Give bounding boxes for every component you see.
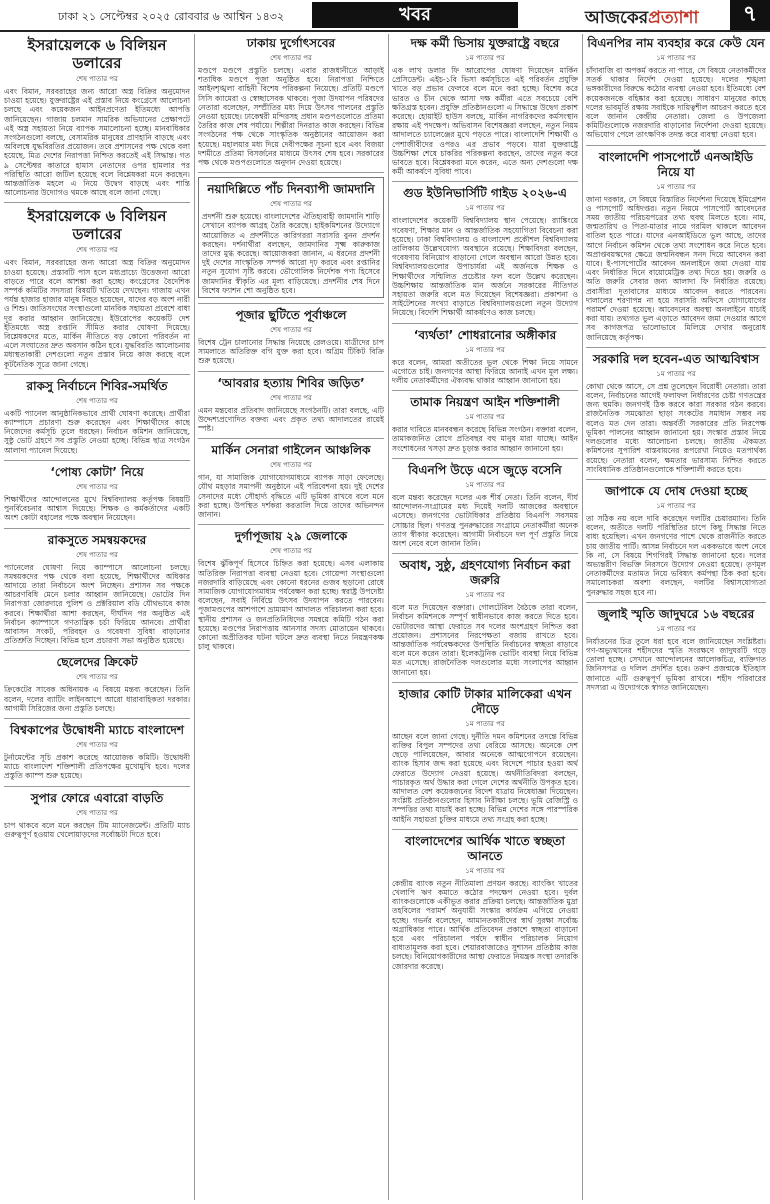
article-body: ক্রিকেটের সাবেক অধিনায়ক এ বিষয়ে মন্তব্য করেছেন। তিনি বলেন, দলের ব্যাটিং লাইনআপে আরো ধারাবাহিকতা দরকার। আগামী সিরিজের জন্য প্রস্তুতি চলছে। [4,685,190,713]
divider [198,303,384,304]
continuation-note: ১ম পাতার পর [465,480,505,489]
article-body: প্যানেলের ঘোষণা নিয়ে ক্যাম্পাসে আলোচনা চলছে। সমন্বয়কদের পক্ষ থেকে বলা হয়েছে, শিক্ষার্থীদের অধিকার আদায়ে তারা নির্বাচনে অংশ নিচ্ছেন। প্রশাসন সব পক্ষকে আচরণবিধি মেনে চলার আহ্বান জানিয়েছে। ভোটের দিন নিরাপত্তা জোরদারে পুলিশ ও প্রক্টরিয়াল বডি যৌথভাবে কাজ করবে। শিক্ষার্থীরা আশা করছেন, দীর্ঘদিন পর অনুষ্ঠিত এই নির্বাচন ক্যাম্পাসে গণতান্ত্রিক চর্চা ফিরিয়ে আনবে। প্রার্থীরা আবাসন সংকট, পরিবহন ও গবেষণা সুবিধা বাড়ানোর প্রতিশ্রুতি দিচ্ছেন। বিভিন্ন হলে প্রচারণা সভা অনুষ্ঠিত হয়েছে। [4,562,190,646]
divider [392,553,578,554]
continuation-note: শেষ পাতার পর [76,550,118,559]
continuation-note: শেষ পাতার পর [76,808,118,817]
headline: রাকসু নির্বাচনে শিবির-সমর্থিত [26,378,168,393]
article-body: কেন্দ্রীয় ব্যাংক নতুন নীতিমালা প্রণয়ন করছে। ব্যাংকিং খাতের খেলাপি ঋণ কমাতে কঠোর পদক্ষেপ নেওয়া হবে। দুর্বল ব্যাংকগুলোকে একীভূত করার প্রক্রিয়া চলছে। আন্তর্জাতিক মুদ্রা তহবিলের পরামর্শ অনুযায়ী সংস্কার কার্যক্রম এগিয়ে নেওয়া হচ্ছে। গভর্নর বলেছেন, আমানতকারীদের স্বার্থ সুরক্ষা সর্বোচ্চ অগ্রাধিকার পাবে। আর্থিক প্রতিবেদন প্রকাশে স্বচ্ছতা বাড়ানো হবে এবং পরিচালনা পর্ষদে স্বাধীন পরিচালক নিয়োগ বাধ্যতামূলক করা হবে। শেয়ারবাজারেও সুশাসন প্রতিষ্ঠায় কাজ চলছে। বিনিয়োগকারীদের আস্থা ফেরাতে নিয়ন্ত্রক সংস্থা তদারকি জোরদার করেছে। [392,878,578,971]
divider [4,718,190,719]
article-cricket [4,655,190,713]
headline: রাকসুতে সমন্বয়কদের [47,532,147,547]
article-july-museum [586,607,766,692]
headline: গুড ইউনিভার্সিটি গাইড ২০২৬-এ [403,186,567,201]
article-body: চাপ থাকবে বলে মনে করছেন টিম ম্যানেজমেন্ট। প্রতিটি ম্যাচ গুরুত্বপূর্ণ হওয়ায় খেলোয়াড়দের সর্বোচ্চটা দিতে হবে। [4,820,190,839]
continuation-note: শেষ পাতার পর [270,461,312,470]
continuation-note: ১ম পাতার পর [465,866,505,875]
column-divider [194,34,195,1200]
article-poshya-kota [4,465,190,523]
article-body: নির্যাতনের চিত্র তুলে ধরা হবে বলে জানিয়েছেন সংশ্লিষ্টরা। গণ-অভ্যুত্থানের শহীদদের স্মৃতি সংরক্ষণে জাদুঘরটি গড়ে তোলা হচ্ছে। সেখানে আন্দোলনের আলোকচিত্র, ব্যক্তিগত জিনিসপত্র ও দলিল প্রদর্শিত হবে। তরুণ প্রজন্মকে ইতিহাস জানাতে এটি গুরুত্বপূর্ণ ভূমিকা রাখবে। শহীদ পরিবারের সদস্যরা এ উদ্যোগকে স্বাগত জানিয়েছেন। [586,636,766,692]
article-puja-holiday [198,308,384,366]
continuation-note: শেষ পাতার পর [76,246,118,255]
continuation-note: ১ম পাতার পর [465,413,505,422]
divider [198,524,384,525]
continuation-note: ১ম পাতার পর [656,501,696,510]
article-us-army [198,443,384,519]
headline: হাজার কোটি টাকার মালিকেরা এখন দৌড়ে [398,686,572,716]
continuation-note: শেষ পাতার পর [270,393,312,402]
logo-word-accent: প্রত্যাশা [648,8,699,28]
headline: ‘পোষ্য কোটা’ নিয়ে [50,464,144,479]
article-body: আছেন বলে জানা গেছে। দুর্নীতি দমন কমিশনের তদন্তে বিভিন্ন ব্যক্তির বিপুল সম্পদের তথ্য বেরিয়ে আসছে। অনেকে দেশ ছেড়ে পালিয়েছেন, আবার অনেকে আত্মগোপনে রয়েছেন। ব্যাংক হিসাব জব্দ করা হয়েছে এবং বিদেশে পাচার হওয়া অর্থ ফেরাতে উদ্যোগ নেওয়া হয়েছে। অর্থনীতিবিদরা বলছেন, পাচারকৃত অর্থ উদ্ধার করা গেলে দেশের অর্থনীতি উপকৃত হবে। আদালত বেশ কয়েকজনের বিদেশ যাত্রায় নিষেধাজ্ঞা দিয়েছেন। সংশ্লিষ্ট প্রতিষ্ঠানগুলোর হিসাব নিরীক্ষা চলছে। ভূমি রেজিস্ট্রি ও সম্পত্তির তথ্য যাচাই করা হচ্ছে। বিভিন্ন দেশের সঙ্গে পারস্পরিক আইনি সহায়তা চুক্তির মাধ্যমে তথ্য সংগ্রহ করা হচ্ছে। [392,731,578,824]
continuation-note: শেষ পাতার পর [270,54,312,62]
article-body: মণ্ডপে মণ্ডপে প্রস্তুতি চলছে। এবার রাজধানীতে আড়াই শতাধিক মণ্ডপে পূজা অনুষ্ঠিত হবে। নিরাপত্তা নিশ্চিতে আইনশৃঙ্খলা বাহিনী বিশেষ পরিকল্পনা নিয়েছে। প্রতিটি মণ্ডপে সিসি ক্যামেরা ও স্বেচ্ছাসেবক থাকবে। পূজা উদযাপন পরিষদের নেতারা বলেছেন, সম্প্রীতির মধ্য দিয়ে উৎসব পালনের প্রস্তুতি নেওয়া হয়েছে। ঢাকেশ্বরী মন্দিরসহ প্রধান মণ্ডপগুলোতে প্রতিমা তৈরির কাজ শেষ পর্যায়ে। শিল্পীরা দিনরাত কাজ করছেন। বিভিন্ন সংগঠনের পক্ষ থেকে সাংস্কৃতিক অনুষ্ঠানের আয়োজন করা হয়েছে। মহালয়ার মধ্য দিয়ে দেবীপক্ষের সূচনা হবে এবং বিজয়া দশমীতে প্রতিমা বিসর্জনের মাধ্যমে উৎসব শেষ হবে। সরকারের পক্ষ থেকে মণ্ডপগুলোতে অনুদান দেওয়া হয়েছে। [198,66,384,168]
article-body: বিশেষ ট্রেন চালানোর সিদ্ধান্ত নিয়েছে রেলওয়ে। যাত্রীদের চাপ সামলাতে অতিরিক্ত বগি যুক্ত করা হবে। অগ্রিম টিকিট বিক্রি শুরু হয়েছে। [198,338,384,366]
continuation-note: ১ম পাতার পর [656,369,696,378]
article-bnp-name [586,36,766,140]
article-body: প্রদর্শনী শুরু হয়েছে। বাংলাদেশের ঐতিহ্যবাহী জামদানি শাড়ি সেখানে ব্যাপক আগ্রহ তৈরি করেছে। হাইকমিশনের উদ্যোগে আয়োজিত এ প্রদর্শনীতে কারিগররা সরাসরি বুনন প্রদর্শন করছেন। দর্শনার্থীরা বলছেন, জামদানির সূক্ষ্ম কারুকাজ তাদের মুগ্ধ করেছে। আয়োজকরা জানান, এ ধরনের প্রদর্শনী দুই দেশের সাংস্কৃতিক সম্পর্ক আরো দৃঢ় করবে এবং রপ্তানির নতুন সুযোগ সৃষ্টি করবে। ভৌগোলিক নির্দেশক পণ্য হিসেবে জামদানির স্বীকৃতি এর মূল্য বাড়িয়েছে। প্রদর্শনীর শেষ দিনে বিশেষ ফ্যাশন শো অনুষ্ঠিত হবে। [202,212,380,295]
article-jamdani [198,177,384,298]
divider [4,374,190,375]
column-3 [392,34,578,1200]
continuation-note: শেষ পাতার পর [270,200,312,209]
headline: বাংলাদেশের আর্থিক খাতে স্বচ্ছতা আনতে [405,833,565,863]
article-body: বিশেষ ঝুঁকিপূর্ণ হিসেবে চিহ্নিত করা হয়েছে। এসব এলাকায় অতিরিক্ত নিরাপত্তা ব্যবস্থা নেওয়া হবে। গোয়েন্দা সংস্থাগুলো নজরদারি বাড়িয়েছে এবং কোনো ধরনের গুজব ছড়ানো রোধে সামাজিক যোগাযোগমাধ্যম পর্যবেক্ষণ করা হচ্ছে। স্বরাষ্ট্র উপদেষ্টা বলেছেন, সবাই নির্বিঘ্নে উৎসব উদযাপন করতে পারবেন। পূজামণ্ডপের আশপাশে ভ্রাম্যমাণ আদালত পরিচালনা করা হবে। স্থানীয় প্রশাসন ও জনপ্রতিনিধিদের সমন্বয়ে কমিটি গঠন করা হয়েছে। মণ্ডপের নিরাপত্তায় আনসার সদস্য মোতায়েন থাকবে। কোনো অপ্রীতিকর ঘটনা ঘটলে দ্রুত ব্যবস্থা নিতে নিয়ন্ত্রণকক্ষ চালু থাকবে। [198,559,384,652]
article-failure [392,328,578,386]
article-abrar [198,376,384,434]
column-1 [4,34,190,1200]
article-israel-2 [4,207,190,368]
article-durga-dhaka [198,36,384,167]
headline: পূজার ছুটিতে পূর্বাঞ্চলে [235,308,347,323]
article-world-cup [4,723,190,781]
continuation-note: ১ম পাতার পর [465,591,505,600]
continuation-note: ১ম পাতার পর [656,54,696,62]
headline: ইসরায়েলকে ৬ বিলিয়ন ডলারের [27,36,167,72]
article-body: করে বলেন, আমরা অতীতের ভুল থেকে শিক্ষা নিয়ে সামনে এগোতে চাই। জনগণের আস্থা ফিরিয়ে আনাই এখন মূল লক্ষ্য। দলীয় নেতাকর্মীদের ঐক্যবদ্ধ থাকার আহ্বান জানানো হয়। [392,357,578,386]
article-body: বলে মন্তব্য করেছেন দলের এক শীর্ষ নেতা। তিনি বলেন, দীর্ঘ আন্দোলন-সংগ্রামের মধ্য দিয়েই দলটি আজকের অবস্থানে এসেছে। জনগণের ভোটাধিকার প্রতিষ্ঠায় বিএনপি সবসময় সোচ্চার ছিল। গণতন্ত্র পুনরুদ্ধারের সংগ্রামে নেতাকর্মীরা অনেক ত্যাগ স্বীকার করেছেন। আগামী নির্বাচনে দল পূর্ণ প্রস্তুতি নিয়ে অংশ নেবে বলে জানান তিনি। [392,492,578,548]
headline: জুলাই স্মৃতি জাদুঘরে ১৬ বছরের [597,606,755,621]
article-body: করার দাবিতে মানববন্ধন করেছে বিভিন্ন সংগঠন। বক্তারা বলেন, তামাকজনিত রোগে প্রতিবছর বহু মানুষ মারা যাচ্ছে। আইন সংশোধনের খসড়া দ্রুত চূড়ান্ত করার আহ্বান জানানো হয়। [392,425,578,453]
newspaper-logo [585,5,698,33]
column-4 [586,34,766,1200]
divider [586,479,766,480]
divider [392,181,578,182]
continuation-note: ১ম পাতার পর [656,624,696,633]
column-divider [582,34,583,1200]
headline: বিশ্বকাপের উদ্বোধনী ম্যাচে বাংলাদেশ [10,722,184,737]
headline: বিএনপি উড়ে এসে জুড়ে বসেনি [408,462,562,477]
article-body: বলে মত দিয়েছেন বক্তারা। গোলটেবিল বৈঠকে তারা বলেন, নির্বাচন কমিশনকে সম্পূর্ণ স্বাধীনভাবে কাজ করতে দিতে হবে। ভোটারদের আস্থা ফেরাতে সব দলের অংশগ্রহণ নিশ্চিত করা প্রয়োজন। প্রশাসনের নিরপেক্ষতা বজায় রাখতে হবে। আন্তর্জাতিক পর্যবেক্ষকদের উপস্থিতি নির্বাচনের স্বচ্ছতা বাড়াবে বলে মনে করেন তারা। ইলেকট্রনিক ভোটিং ব্যবস্থা নিয়ে বিভিন্ন মত এসেছে। রাজনৈতিক দলগুলোর মধ্যে সংলাপের আহ্বান জানানো হয়। [392,603,578,677]
headline: ছেলেদের ক্রিকেট [56,655,138,670]
divider [392,323,578,324]
continuation-note: শেষ পাতার পর [76,396,118,405]
divider [198,172,384,173]
article-bnp-fly [392,463,578,548]
continuation-note: শেষ পাতার পর [270,326,312,335]
article-crorepati [392,687,578,824]
article-skilled-workers [392,36,578,176]
article-fair-election [392,558,578,677]
continuation-note: ১ম পাতার পর [656,182,696,191]
article-body: কোথা থেকে আসে, সে প্রশ্ন তুলেছেন বিরোধী নেতারা। তারা বলেন, নির্বাচনের আগেই ফলাফল নির্ধারণের চেষ্টা গণতন্ত্রের জন্য হুমকি। জনগণই ঠিক করবে কারা সরকার গঠন করবে। রাজনৈতিক সমঝোতা ছাড়া সংকটের সমাধান সম্ভব নয় বলেও মত দেন তারা। অন্তর্বর্তী সরকারের প্রতি নিরপেক্ষ ভূমিকা পালনের আহ্বান জানানো হয়। সংস্কার প্রস্তাব নিয়ে দলগুলোর মধ্যে আলোচনা চলছে। জাতীয় ঐকমত্য কমিশনের সুপারিশ বাস্তবায়নের রূপরেখা নিয়েও মতপার্থক্য রয়েছে। নেতারা বলেন, ক্ষমতার ভারসাম্য নিশ্চিত করতে সাংবিধানিক প্রতিষ্ঠানগুলোকে শক্তিশালী করতে হবে। [586,381,766,474]
headline: দক্ষ কর্মী ভিসায় যুক্তরাষ্ট্রে বছরে [410,36,560,50]
headline: বিএনপির নাম ব্যবহার করে কেউ যেন [587,36,765,50]
divider [392,829,578,830]
article-raksu [4,379,190,455]
article-israel-1 [4,36,190,197]
divider [586,347,766,348]
section-title: খবর [312,2,518,28]
divider [586,602,766,603]
article-body: চাঁদাবাজি বা অপকর্ম করতে না পারে, সে বিষয়ে নেতাকর্মীদের সতর্ক থাকার নির্দেশ দেওয়া হয়েছে। দলের শৃঙ্খলা ভঙ্গকারীদের বিরুদ্ধে কঠোর ব্যবস্থা নেওয়া হবে। ইতিমধ্যে বেশ কয়েকজনকে বহিষ্কার করা হয়েছে। সাধারণ মানুষের কাছে দলের ভাবমূর্তি রক্ষায় সবাইকে দায়িত্বশীল আচরণ করতে হবে বলে জানান কেন্দ্রীয় নেতারা। জেলা ও উপজেলা কমিটিগুলোকে নজরদারি বাড়ানোর নির্দেশনা দেওয়া হয়েছে। অভিযোগ পেলে তাৎক্ষণিক তদন্ত করে ব্যবস্থা নেওয়া হবে। [586,66,766,140]
article-body: এবং বিমান, সরবরাহের জন্য আরো অস্ত্র বিক্রির অনুমোদন চাওয়া হয়েছে। যুক্তরাষ্ট্রের এই প্রস্তাব নিয়ে কংগ্রেসে আলোচনা চলছে এবং কয়েকজন আইনপ্রণেতা ইতিমধ্যে আপত্তি জানিয়েছেন। গাজায় চলমান সামরিক অভিযানের প্রেক্ষাপটে এই অস্ত্র সহায়তা নিয়ে ব্যাপক সমালোচনা হচ্ছে। মানবাধিকার সংগঠনগুলো বলছে, বেসামরিক মানুষের প্রাণহানি বাড়ছে এবং অবিলম্বে যুদ্ধবিরতির প্রয়োজন। তবে প্রশাসনের পক্ষ থেকে বলা হয়েছে, মিত্র দেশের নিরাপত্তা নিশ্চিত করতেই এই সিদ্ধান্ত। গত ৯ সেপ্টেম্বর কাতারে হামাস নেতাদের ওপর হামলার পর পরিস্থিতি আরো জটিল হয়েছে বলে বিশ্লেষকরা মনে করছেন। আন্তর্জাতিক মহলে এ নিয়ে উদ্বেগ বাড়ছে এবং শান্তি আলোচনার উদ্যোগও থমকে আছে বলে জানা গেছে। [4,87,190,198]
continuation-note: শেষ পাতার পর [76,673,118,682]
continuation-note: শেষ পাতার পর [270,547,312,556]
headline: জাপাকে যে দোষ দেওয়া হচ্ছে [605,483,747,498]
headline: ‘ব্যর্থতা’ শোধরানোর অঙ্গীকার [413,327,557,342]
divider [586,145,766,146]
page-number: ৭ [730,0,770,30]
article-tobacco [392,395,578,453]
article-body: একটি প্যানেল আনুষ্ঠানিকভাবে প্রার্থী ঘোষণা করেছে। প্রার্থীরা ক্যাম্পাসে প্রচারণা শুরু করেছেন এবং শিক্ষার্থীদের কাছে নিজেদের কর্মসূচি তুলে ধরছেন। নির্বাচন কমিশন জানিয়েছে, সুষ্ঠু ভোট গ্রহণে সব প্রস্তুতি নেওয়া হচ্ছে। বিভিন্ন ছাত্র সংগঠন আলাদা প্যানেল দিয়েছে। [4,408,190,455]
divider [4,202,190,203]
headline: ইসরায়েলকে ৬ বিলিয়ন ডলারের [27,207,167,244]
article-body: তা সঠিক নয় বলে দাবি করেছেন দলটির চেয়ারম্যান। তিনি বলেন, অতীতে দলটি পরিস্থিতির চাপে কিছু সিদ্ধান্ত নিতে বাধ্য হয়েছিল। এখন জনগণের পাশে থেকে রাজনীতি করতে চায় জাতীয় পার্টি। আসন্ন নির্বাচনে দল এককভাবে অংশ নেবে কি না, সে বিষয়ে শিগগিরই সিদ্ধান্ত জানানো হবে। দলের অভ্যন্তরীণ বিভক্তি নিরসনে উদ্যোগ নেওয়া হয়েছে। তৃণমূল নেতাকর্মীদের মতামত নিয়ে ভবিষ্যৎ কর্মপন্থা ঠিক করা হবে। সমালোচকরা অবশ্য বলছেন, দলটির বিশ্বাসযোগ্যতা পুনরুদ্ধার সহজ হবে না। [586,513,766,597]
divider [392,458,578,459]
continuation-note: ১ম পাতার পর [465,345,505,354]
divider [4,460,190,461]
article-body: এবং বিমান, সরবরাহের জন্য আরো অস্ত্র বিক্রির অনুমোদন চাওয়া হয়েছে। প্রস্তাবটি পাস হলে মধ্যপ্রাচ্যে উত্তেজনা আরো বাড়তে পারে বলে আশঙ্কা করা হচ্ছে। কংগ্রেসের বৈদেশিক সম্পর্ক কমিটির সদস্যরা বিষয়টি খতিয়ে দেখছেন। গাজায় এখন পর্যন্ত হাজার হাজার মানুষ নিহত হয়েছেন, যাদের বড় অংশ নারী ও শিশু। জাতিসংঘের সংস্থাগুলো মানবিক সহায়তা প্রবেশে বাধা দূর করার আহ্বান জানিয়েছে। ইউরোপের কয়েকটি দেশ ইতিমধ্যে অস্ত্র রপ্তানি সীমিত করার ঘোষণা দিয়েছে। বিশ্লেষকদের মতে, মার্কিন নীতিতে বড় কোনো পরিবর্তন না এলে সংঘাতের দ্রুত অবসান কঠিন হবে। যুদ্ধবিরতি আলোচনায় মধ্যস্থতাকারী দেশগুলো নতুন প্রস্তাব নিয়ে কাজ করছে বলে কূটনৈতিক সূত্রে জানা গেছে। [4,258,190,369]
headline: সরকারি দল হবেন-এত আত্মবিশ্বাস [592,351,760,366]
article-raksu-shomonnoy [4,533,190,646]
headline: ‘আবরার হত্যায় শিবির জড়িত’ [217,375,365,390]
continuation-note: ১ম পাতার পর [465,719,505,728]
headline: মার্কিন সেনারা গাইলেন আঞ্চলিক [211,443,371,458]
continuation-note: শেষ পাতার পর [76,482,118,491]
article-durga-29-districts [198,529,384,651]
article-economy [392,834,578,971]
divider [198,438,384,439]
continuation-note: ১ম পাতার পর [465,204,505,213]
article-good-university [392,186,578,317]
logo-word-plain: আজকের [585,8,649,28]
continuation-note: ১ম পাতার পর [465,54,505,62]
article-body: বাংলাদেশের কয়েকটি বিশ্ববিদ্যালয় স্থান পেয়েছে। র‍্যাঙ্কিংয়ে গবেষণা, শিক্ষার মান ও আন্তর্জাতিক সহযোগিতা বিবেচনা করা হয়েছে। ঢাকা বিশ্ববিদ্যালয় ও বাংলাদেশ প্রকৌশল বিশ্ববিদ্যালয় তালিকায় উল্লেখযোগ্য অবস্থানে রয়েছে। শিক্ষাবিদরা বলছেন, গবেষণায় বিনিয়োগ বাড়ানো গেলে অবস্থান আরো উন্নত হবে। বিশ্ববিদ্যালয়গুলোর উপাচার্যরা এই অর্জনকে শিক্ষক ও শিক্ষার্থীদের সম্মিলিত প্রচেষ্টার ফল বলে উল্লেখ করেছেন। উচ্চশিক্ষায় আন্তর্জাতিক মান অর্জনে সরকারের নীতিগত সহায়তা জরুরি বলে মত দিয়েছেন বিশেষজ্ঞরা। প্রকাশনা ও সাইটেশনের সংখ্যা বাড়াতে বিশ্ববিদ্যালয়গুলো নতুন উদ্যোগ নিয়েছে। বিদেশি শিক্ষার্থী আকর্ষণেও কাজ চলছে। [392,216,578,318]
article-super-four [4,791,190,839]
headline: ঢাকায় দুর্গোৎসবের [246,36,336,50]
continuation-note: শেষ পাতার পর [76,75,118,83]
date-line: ঢাকা ২১ সেপ্টেম্বর ২০২৫ রোববার ৬ আশ্বিন ১৪৩২ [58,10,285,23]
article-body: শিক্ষার্থীদের আন্দোলনের মুখে বিশ্ববিদ্যালয় কর্তৃপক্ষ বিষয়টি পুনর্বিবেচনার আশ্বাস দিয়েছে। শিক্ষক ও কর্মকর্তাদের একটি অংশ কোটা বহালের পক্ষে অবস্থান নিয়েছেন। [4,494,190,523]
article-passport [586,150,766,342]
headline: সুপার ফোরে এবারো বাড়তি [30,790,164,805]
divider [198,371,384,372]
headline: নয়াদিল্লিতে পাঁচ দিনব্যাপী জামদানি [207,182,375,197]
article-body: এমন মন্তব্যের প্রতিবাদ জানিয়েছে সংগঠনটি। তারা বলছে, এটি উদ্দেশ্যপ্রণোদিত বক্তব্য এবং প্রকৃত তথ্য আদালতের রায়েই স্পষ্ট। [198,405,384,434]
column-divider [388,34,389,1200]
continuation-note: শেষ পাতার পর [76,740,118,749]
divider [4,650,190,651]
divider [4,528,190,529]
article-body: গান, যা সামাজিক যোগাযোগমাধ্যমে ব্যাপক সাড়া ফেলেছে। যৌথ মহড়ার সমাপনী অনুষ্ঠানে এই পরিবেশনা হয়। দুই দেশের সেনাদের মধ্যে সৌহার্দ্য বৃদ্ধিতে এটি ভূমিকা রাখবে বলে মনে করা হচ্ছে। উপস্থিত দর্শকরা করতালি দিয়ে তাদের অভিনন্দন জানান। [198,473,384,520]
article-body: জানা দরকার, সে বিষয়ে বিস্তারিত নির্দেশনা দিয়েছে ইমিগ্রেশন ও পাসপোর্ট অধিদপ্তর। নতুন নিয়মে পাসপোর্ট আবেদনের সময় জাতীয় পরিচয়পত্রের তথ্য হুবহু মিলতে হবে। নাম, জন্মতারিখ ও পিতা-মাতার নামে গরমিল থাকলে আবেদন বাতিল হতে পারে। যাদের এনআইডিতে ভুল আছে, তাদের আগে নির্বাচন কমিশন থেকে তথ্য সংশোধন করে নিতে হবে। অপ্রাপ্তবয়স্কদের ক্ষেত্রে জন্মনিবন্ধন সনদ দিয়ে আবেদন করা যাবে। ই-পাসপোর্টের আবেদন অনলাইনে জমা দেওয়া যায় এবং নির্ধারিত দিনে বায়োমেট্রিক তথ্য দিতে হয়। জরুরি ও অতি জরুরি সেবার জন্য আলাদা ফি নির্ধারিত রয়েছে। প্রবাসীরা দূতাবাসের মাধ্যমে আবেদন করতে পারবেন। দালালের শরণাপন্ন না হয়ে সরাসরি অফিসে যোগাযোগের পরামর্শ দেওয়া হয়েছে। আবেদনের অবস্থা অনলাইনে যাচাই করা যায়। তথ্যগত ভুল এড়াতে আবেদন জমা দেওয়ার আগে সব কাগজপত্র ভালোভাবে মিলিয়ে দেখার অনুরোধ জানিয়েছে কর্তৃপক্ষ। [586,194,766,342]
article-body: এক লাখ ডলার ফি আরোপের ঘোষণা দিয়েছেন মার্কিন প্রেসিডেন্ট। এইচ-১বি ভিসা কর্মসূচিতে এই পরিবর্তন প্রযুক্তি খাতে বড় প্রভাব ফেলবে বলে মনে করা হচ্ছে। বিশেষ করে ভারত ও চীন থেকে আসা দক্ষ কর্মীরা এতে সবচেয়ে বেশি ক্ষতিগ্রস্ত হবেন। প্রযুক্তি প্রতিষ্ঠানগুলো এ সিদ্ধান্তে উদ্বেগ প্রকাশ করেছে। হোয়াইট হাউস বলছে, মার্কিন নাগরিকদের কর্মসংস্থান রক্ষায় এই পদক্ষেপ। অভিবাসন বিশেষজ্ঞরা বলছেন, নতুন নিয়ম আদালতে চ্যালেঞ্জের মুখে পড়তে পারে। বাংলাদেশি শিক্ষার্থী ও পেশাজীবীদের ওপরও এর প্রভাব পড়বে। যারা যুক্তরাষ্ট্রে উচ্চশিক্ষা শেষে চাকরির পরিকল্পনা করছেন, তাদের নতুন করে ভাবতে হবে। বিশ্লেষকরা মনে করেন, এতে অন্য দেশগুলো দক্ষ কর্মী আকর্ষণে সুবিধা পাবে। [392,66,578,177]
headline: দুর্গাপূজায় ২৯ জেলাকে [234,529,348,544]
divider [4,786,190,787]
divider [392,682,578,683]
article-japak [586,484,766,597]
article-govt-party [586,352,766,474]
headline: তামাক নিয়ন্ত্রণ আইন শক্তিশালী [410,395,560,410]
divider [392,390,578,391]
headline: বাংলাদেশি পাসপোর্টে এনআইডি নিয়ে যা [599,149,753,179]
column-2 [198,34,384,1200]
masthead [0,0,770,32]
article-body: টুর্নামেন্টের সূচি প্রকাশ করেছে আয়োজক কমিটি। উদ্বোধনী ম্যাচে বাংলাদেশ শক্তিশালী প্রতিপক্ষের মুখোমুখি হবে। দলের প্রস্তুতি ক্যাম্প শুরু হয়েছে। [4,752,190,781]
headline: অবাধ, সুষ্ঠু, গ্রহণযোগ্য নির্বাচন করা জরুরি [399,558,571,588]
